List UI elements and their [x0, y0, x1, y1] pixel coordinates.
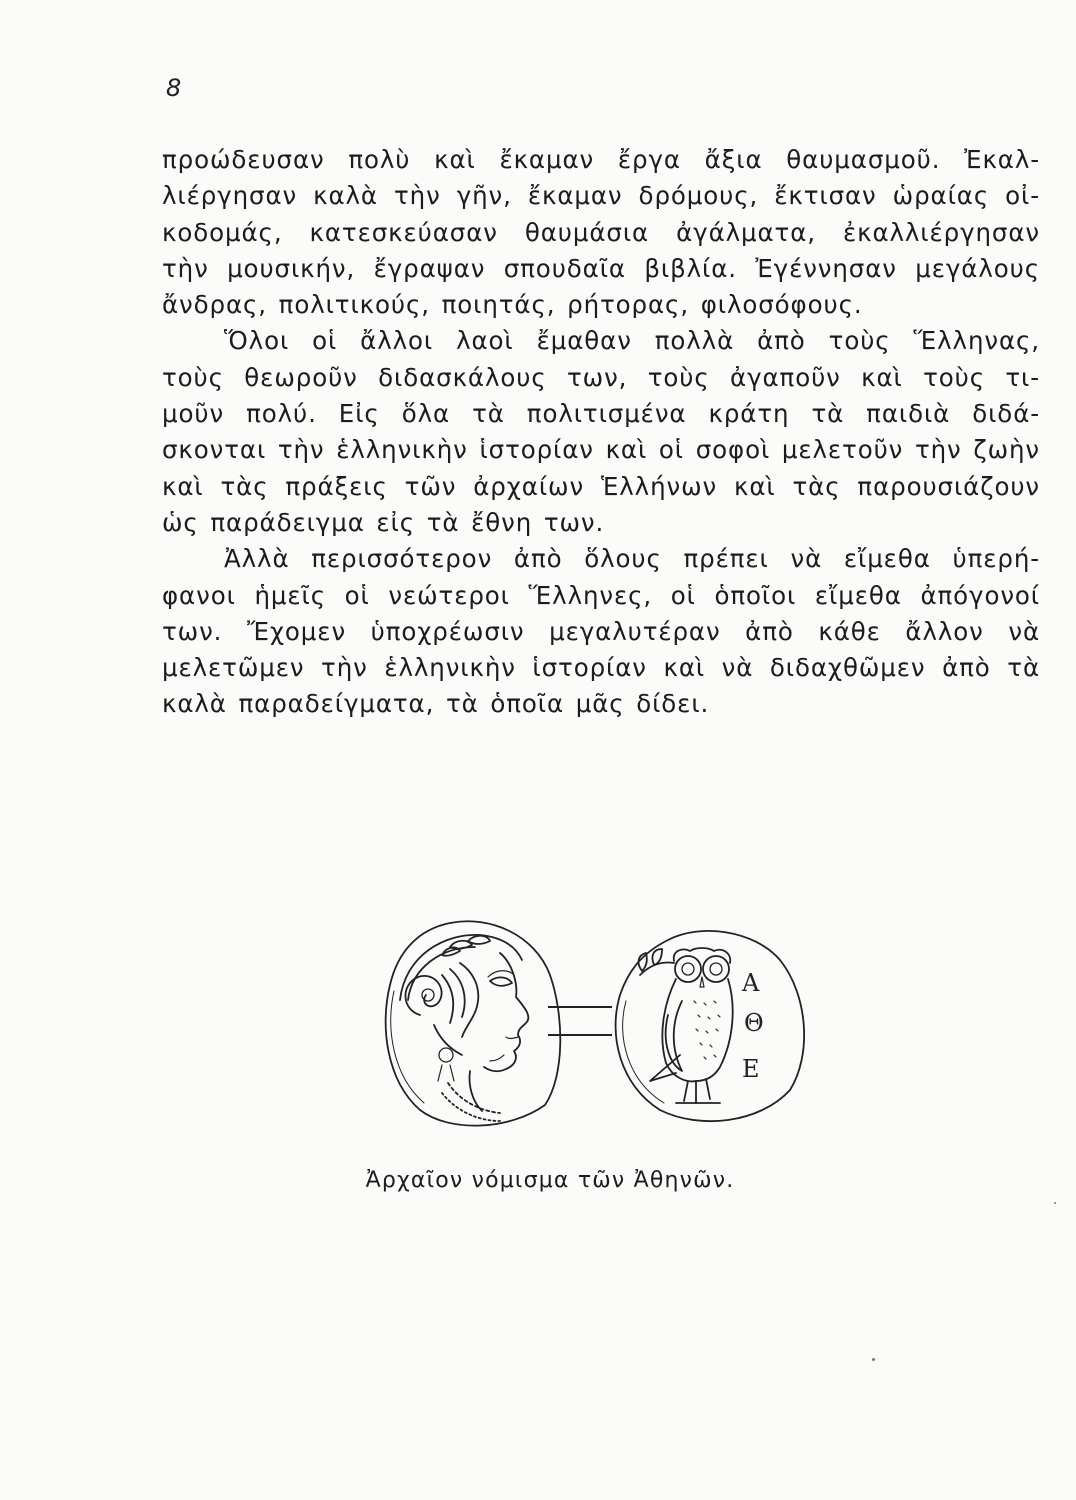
text-line: μελετῶμεν τὴν ἑλληνικὴν ἱστορίαν καὶ νὰ διδαχθῶμεν ἀπὸ τὰ: [162, 653, 1040, 683]
athenian-coin-illustration: [350, 905, 820, 1135]
coin-letter: Ε: [742, 1055, 760, 1083]
text-line: ἄνδρας, πολιτικούς, ποιητάς, ρήτορας, φιλοσόφους.: [162, 290, 863, 320]
body-text: [162, 142, 1040, 723]
coin-letter: Α: [742, 969, 760, 997]
text-line: σκονται τὴν ἑλληνικὴν ἱστορίαν καὶ οἱ σοφοὶ μελετοῦν τὴν ζωὴν: [162, 435, 1040, 465]
text-line: καὶ τὰς πράξεις τῶν ἀρχαίων Ἑλλήνων καὶ τὰς παρουσιάζουν: [162, 471, 1040, 501]
paragraph-start-line: Ἀλλὰ περισσότερον ἀπὸ ὅλους πρέπει νὰ εἴμεθα ὑπερή-: [224, 544, 1040, 574]
text-line: τοὺς θεωροῦν διδασκάλους των, τοὺς ἀγαποῦν καὶ τοὺς τι-: [162, 362, 1040, 392]
page-number: 8: [166, 74, 182, 102]
figure-caption: Ἀρχαῖον νόμισμα τῶν Ἀθηνῶν.: [365, 1168, 735, 1193]
coin-connector: [548, 1007, 612, 1035]
text-line: μοῦν πολύ. Εἰς ὅλα τὰ πολιτισμένα κράτη τὰ παιδιὰ διδά-: [162, 399, 1040, 429]
print-speck: [1054, 1202, 1056, 1204]
athena-head-coin: [386, 921, 561, 1125]
text-line: ὡς παράδειγμα εἰς τὰ ἔθνη των.: [162, 507, 605, 537]
coin-inscription: [741, 969, 764, 1083]
text-line: λιέργησαν καλὰ τὴν γῆν, ἔκαμαν δρόμους, ἔκτισαν ὡραίας οἰ-: [162, 181, 1040, 211]
text-line: τὴν μουσικήν, ἔγραψαν σπουδαῖα βιβλία. Ἐγέννησαν μεγάλους: [162, 253, 1040, 283]
text-line: φανοι ἡμεῖς οἱ νεώτεροι Ἕλληνες, οἱ ὁποῖοι εἴμεθα ἀπόγονοί: [162, 580, 1040, 610]
owl-coin: [616, 931, 805, 1121]
paragraph-start-line: Ὅλοι οἱ ἄλλοι λαοὶ ἔμαθαν πολλὰ ἀπὸ τοὺς Ἕλληνας,: [224, 326, 1040, 356]
text-line: κοδομάς, κατεσκεύασαν θαυμάσια ἀγάλματα, ἐκαλλιέργησαν: [162, 217, 1040, 247]
text-line: προώδευσαν πολὺ καὶ ἔκαμαν ἔργα ἄξια θαυμασμοῦ. Ἐκαλ-: [162, 145, 1040, 174]
text-line: των. Ἔχομεν ὑποχρέωσιν μεγαλυτέραν ἀπὸ κάθε ἄλλον νὰ: [162, 616, 1040, 646]
print-speck: [872, 1358, 875, 1361]
text-line: καλὰ παραδείγματα, τὰ ὁποῖα μᾶς δίδει.: [162, 689, 710, 719]
coin-letter: Θ: [744, 1009, 764, 1037]
